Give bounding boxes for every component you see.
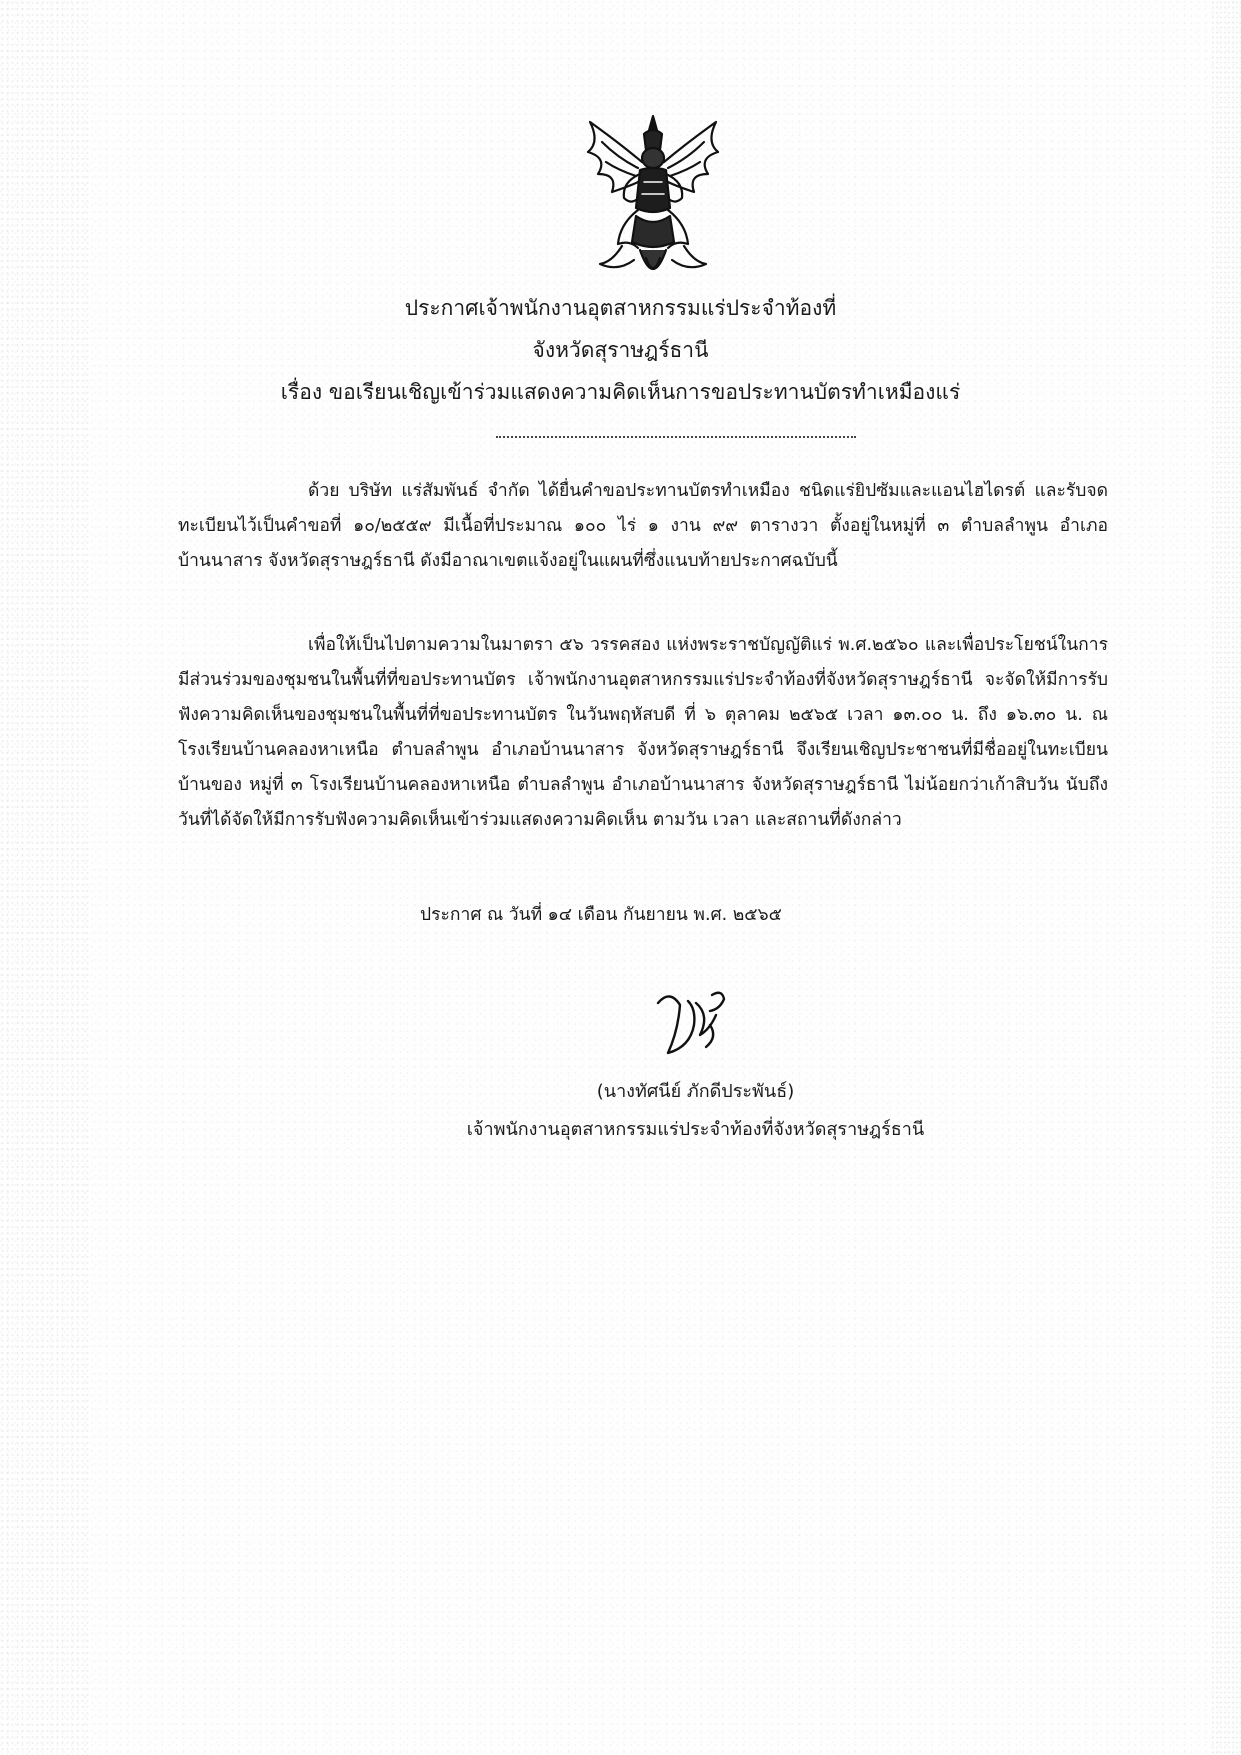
announcement-date: ประกาศ ณ วันที่ ๑๔ เดือน กันยายน พ.ศ. ๒๕๖๕ — [420, 905, 782, 925]
signature-icon — [640, 985, 750, 1065]
scan-noise-right — [1211, 0, 1241, 1755]
announcement-title: ประกาศเจ้าพนักงานอุตสาหกรรมแร่ประจำท้องที่ — [404, 296, 837, 320]
dotted-divider — [496, 436, 856, 438]
subject-line: เรื่อง ขอเรียนเชิญเข้าร่วมแสดงความคิดเห็นการขอประทานบัตรทำเหมืองแร่ — [280, 380, 961, 404]
province-title: จังหวัดสุราษฎร์ธานี — [532, 338, 709, 362]
body-paragraph-1: ด้วย บริษัท แร่สัมพันธ์ จำกัด ได้ยื่นคำขอประทานบัตรทำเหมือง ชนิดแร่ยิปซัมและแอนไฮไดรต์ และรับจดทะเบียนไว้เป็นคำขอที่ ๑๐/๒๕๕๙ มีเนื้อที่ประมาณ ๑๐๐ ไร่ ๑ งาน ๙๙ ตารางวา ตั้งอยู่ในหมู่ที่ ๓ ตำบลลำพูน อำเภอบ้านนาสาร จังหวัดสุราษฎร์ธานี ดังมีอาณาเขตแจ้งอยู่ในแผนที่ซึ่งแนบท้ายประกาศฉบับนี้ — [178, 481, 1108, 571]
signer-name: (นางทัศนีย์ ภักดีประพันธ์) — [596, 1081, 795, 1102]
body-paragraph-2: เพื่อให้เป็นไปตามความในมาตรา ๕๖ วรรคสอง แห่งพระราชบัญญัติแร่ พ.ศ.๒๕๖๐ และเพื่อประโยชน์ในการมีส่วนร่วมของชุมชนในพื้นที่ที่ขอประทานบัตร เจ้าพนักงานอุตสาหกรรมแร่ประจำท้องที่จังหวัดสุราษฎร์ธานี จะจัดให้มีการรับฟังความคิดเห็นของชุมชนในพื้นที่ที่ขอประทานบัตร ในวันพฤหัสบดี ที่ ๖ ตุลาคม ๒๕๖๕ เวลา ๑๓.๐๐ น. ถึง ๑๖.๓๐ น. ณ โรงเรียนบ้านคลองหาเหนือ ตำบลลำพูน อำเภอบ้านนาสาร จังหวัดสุราษฎร์ธานี จึงเรียนเชิญประชาชนที่มีชื่ออยู่ในทะเบียนบ้านของ หมู่ที่ ๓ โรงเรียนบ้านคลองหาเหนือ ตำบลลำพูน อำเภอบ้านนาสาร จังหวัดสุราษฎร์ธานี ไม่น้อยกว่าเก้าสิบวัน นับถึงวันที่ได้จัดให้มีการรับฟังความคิดเห็นเข้าร่วมแสดงความคิดเห็น ตามวัน เวลา และสถานที่ดังกล่าว — [178, 635, 1108, 830]
garuda-emblem-icon — [578, 112, 728, 288]
scan-noise-left — [0, 0, 90, 1755]
signer-title: เจ้าพนักงานอุตสาหกรรมแร่ประจำท้องที่จังหวัดสุราษฎร์ธานี — [466, 1119, 925, 1140]
